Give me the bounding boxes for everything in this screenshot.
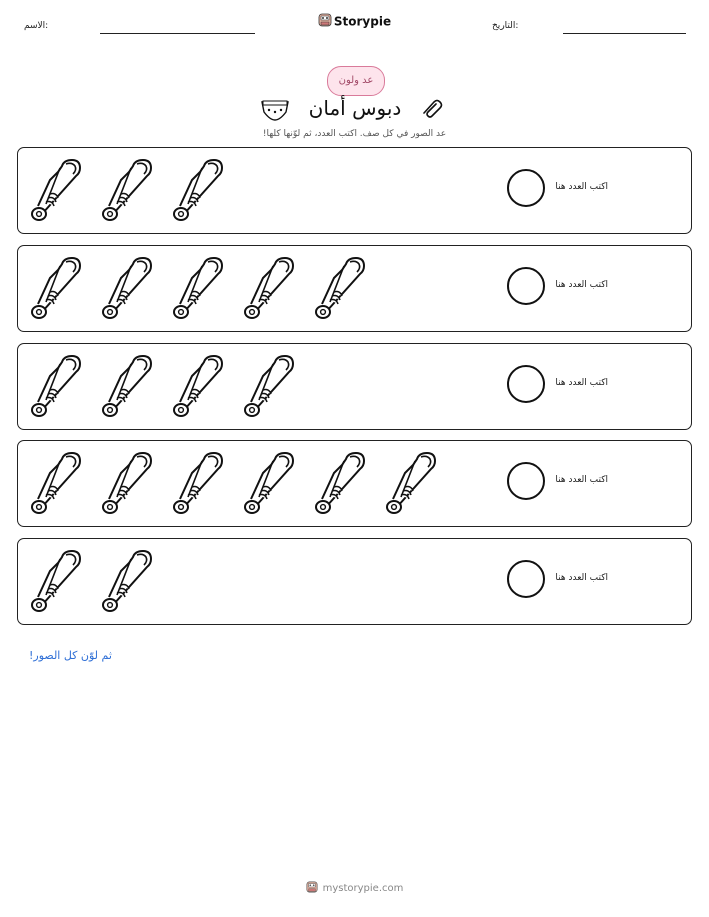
safety-pin-icon [383,449,437,517]
safety-pin-icon [28,254,82,322]
safety-pin-icon [241,352,295,420]
counting-row-4 [17,440,692,527]
answer-circle[interactable] [507,462,545,500]
answer-circle[interactable] [507,169,545,207]
safety-pin-icon [170,156,224,224]
paperclip-icon [420,98,448,122]
counting-row-5 [17,538,692,625]
page-title: دبوس أمان [308,96,402,120]
brand-name: Storypie [333,14,392,29]
date-line[interactable] [563,33,686,34]
safety-pin-icon [99,449,153,517]
write-number-label: اكتب العدد هنا [555,475,608,485]
counting-row-2 [17,245,692,332]
brand-logo [0,12,709,31]
write-number-label: اكتب العدد هنا [555,378,608,388]
safety-pin-icon [99,547,153,615]
write-number-label: اكتب العدد هنا [555,280,608,290]
name-label: الاسم: [24,21,49,31]
answer-circle[interactable] [507,365,545,403]
write-number-label: اكتب العدد هنا [555,182,608,192]
safety-pin-icon [170,449,224,517]
safety-pin-icon [312,254,366,322]
safety-pin-icon [312,449,366,517]
storypie-mascot-icon [318,12,332,31]
safety-pin-icon [28,547,82,615]
counting-row-3 [17,343,692,430]
storypie-mascot-icon [306,880,318,897]
write-number-label: اكتب العدد هنا [555,573,608,583]
title-row [0,96,709,126]
safety-pin-icon [99,254,153,322]
diaper-icon [260,98,290,126]
safety-pin-icon [28,352,82,420]
counting-row-1 [17,147,692,234]
safety-pin-icon [99,352,153,420]
answer-circle[interactable] [507,560,545,598]
safety-pin-icon [170,352,224,420]
name-line[interactable] [100,33,255,34]
safety-pin-icon [99,156,153,224]
safety-pin-icon [28,156,82,224]
activity-badge: عد ولون [327,66,385,96]
safety-pin-icon [241,254,295,322]
site-footer[interactable] [0,880,709,897]
safety-pin-icon [241,449,295,517]
site-url: mystorypie.com [322,883,404,894]
footer-note: ثم لوّن كل الصور! [29,649,112,662]
date-label: التاريخ: [492,21,519,31]
safety-pin-icon [170,254,224,322]
answer-circle[interactable] [507,267,545,305]
instructions: عد الصور في كل صف. اكتب العدد، ثم لوّنها كلها! [262,129,447,139]
safety-pin-icon [28,449,82,517]
